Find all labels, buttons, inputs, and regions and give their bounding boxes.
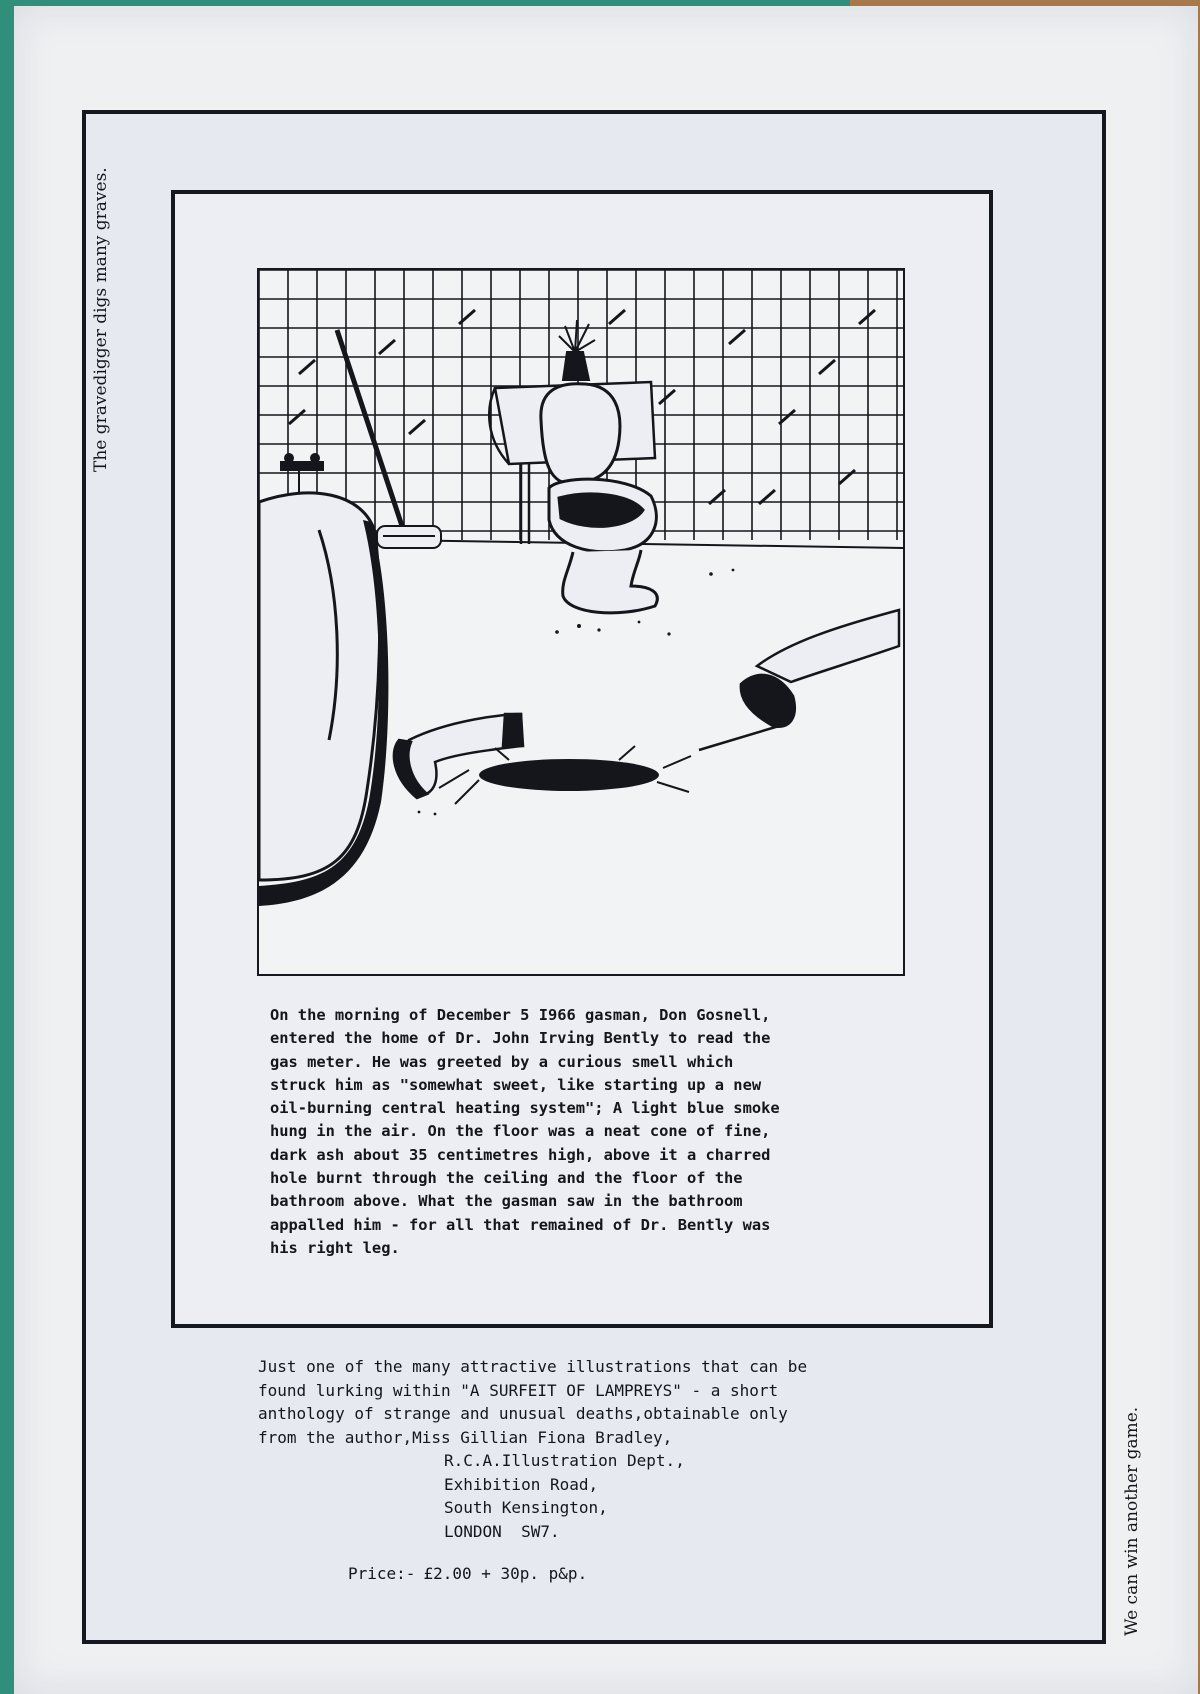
advert-line: Just one of the many attractive illustrations that can be: [258, 1357, 808, 1376]
advert-line: found lurking within "A SURFEIT OF LAMPREYS" - a short: [258, 1380, 779, 1400]
bathroom-illustration: [257, 268, 905, 976]
story-line: gas meter. He was greeted by a curious smell which: [270, 1052, 734, 1071]
story-line: hung in the air. On the floor was a neat cone of fine,: [270, 1122, 771, 1141]
address-line: R.C.A.Illustration Dept.,: [444, 1451, 685, 1470]
address-line: South Kensington,: [444, 1498, 608, 1517]
price-value: £2.00 + 30p. p&p.: [423, 1564, 588, 1583]
story-line: struck him as "somewhat sweet, like starting up a new: [270, 1075, 762, 1094]
tile-shine: [819, 360, 835, 374]
tile-shine: [839, 470, 855, 484]
bathtub: [259, 493, 388, 906]
bathroom-drawing: [259, 270, 903, 974]
side-caption-left-text: The gravedigger digs many graves.: [91, 167, 111, 472]
tile-shine: [289, 410, 305, 424]
story-line: entered the home of Dr. John Irving Bently to read the: [270, 1029, 771, 1048]
story-line: appalled him - for all that remained of Dr. Bently was: [270, 1215, 771, 1234]
story-line: dark ash about 35 centimetres high, above it a charred: [270, 1145, 771, 1164]
vase: [559, 320, 595, 380]
tile-shine: [609, 310, 625, 324]
tile-shine: [379, 340, 395, 354]
advert-line: from the author,Miss Gillian Fiona Bradley,: [258, 1427, 673, 1447]
story-line: On the morning of December 5 I966 gasman, Don Gosnell,: [270, 1006, 771, 1024]
story-line: oil-burning central heating system"; A light blue smoke: [270, 1099, 780, 1118]
story-line: hole burnt through the ceiling and the floor of the: [270, 1169, 743, 1188]
tile-shine: [299, 360, 315, 374]
side-caption-right-text: We can win another game.: [1122, 1406, 1142, 1636]
charred-hole: [439, 746, 691, 804]
price-label: Price:-: [348, 1564, 416, 1583]
tile-shine: [859, 310, 875, 324]
advert-line: anthology of strange and unusual deaths,obtainable only: [258, 1404, 788, 1423]
story-line: bathroom above. What the gasman saw in the bathroom: [270, 1192, 743, 1211]
story-line: his right leg.: [270, 1238, 400, 1257]
story-text: [270, 1004, 910, 1260]
address-line: Exhibition Road,: [444, 1474, 599, 1494]
gasman-leg: [699, 610, 899, 750]
tile-shine: [659, 390, 675, 404]
advert-text: [258, 1355, 807, 1543]
tile-shine: [729, 330, 745, 344]
address-line: LONDON SW7.: [444, 1521, 560, 1541]
tile-shine: [409, 420, 425, 434]
price-line: [348, 1564, 587, 1583]
